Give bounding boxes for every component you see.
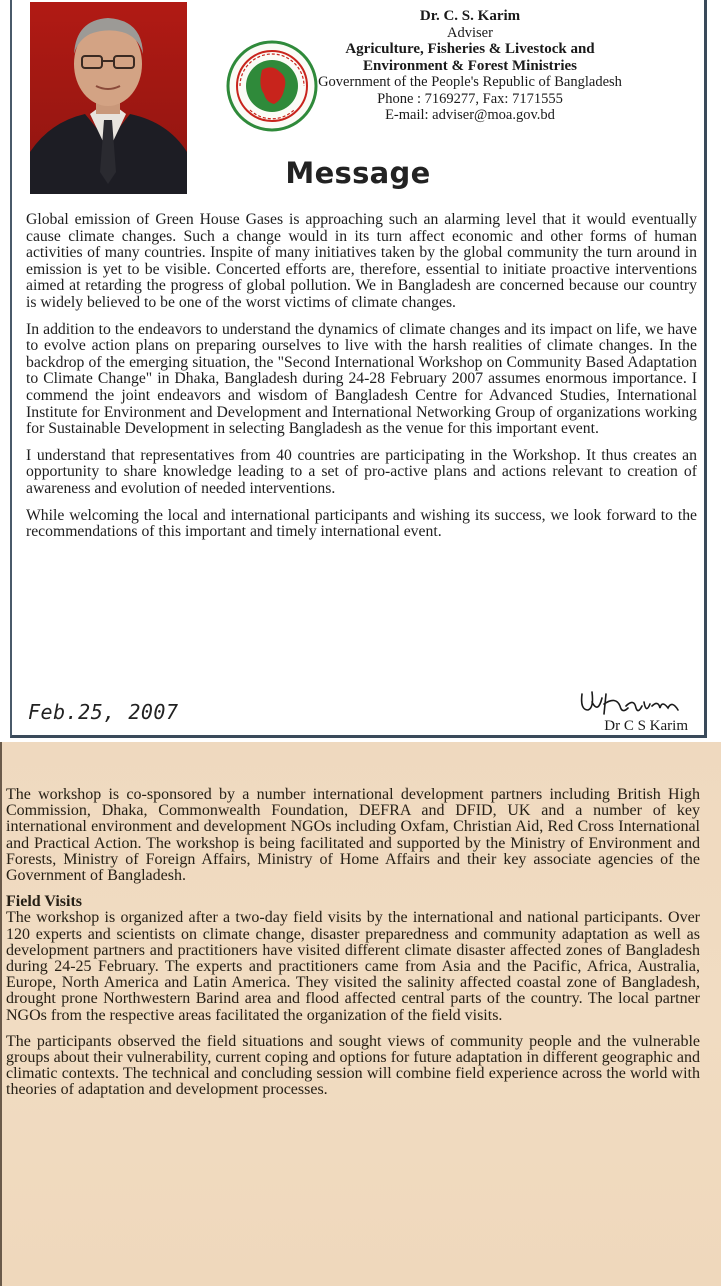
ministry-line-2: Environment & Forest Ministries xyxy=(362,57,577,74)
article-body xyxy=(6,787,700,1109)
article-paragraph: The workshop is organized after a two-day field visits by the international and national participants. Over 120 experts and scientists on climate change, disaster preparedness and community adaptation as well as development partners and practitioners have visited different climate disaster affected zones of Bangladesh during 24-25 February. The experts and practitioners came from Asia and the Pacific, Africa, Australia, Europe, North America and Latin America. They visited the salinity affected coastal zone of Bangladesh, drought prone Northwestern Barind area and flood affected central parts of the country. The local partner NGOs from the respective areas facilitated the organization of the field visits. xyxy=(6,909,700,1024)
article-paragraph: The participants observed the field situations and sought views of community people and the vulnerable groups about their vulnerability, current coping and options for future adaptation in different geographic and climatic contexts. The technical and concluding session will combine field experience across the world with theories of adaptation and development processes. xyxy=(6,1032,700,1099)
contact-block xyxy=(300,8,640,124)
government-name: Government of the People's Republic of Bangladesh xyxy=(318,74,622,90)
message-paragraph: Global emission of Green House Gases is approaching such an alarming level that it would eventually cause climate changes. Such a change would in its turn affect economic and other forms of human activities of many countries. Inspite of many initiatives taken by the global community the turn around in emission is yet to be visible. Concerted efforts are, therefore, essential to initiate proactive interventions aimed at retarding the progress of global pollution. We in Bangladesh are concerned because our country is widely believed to be one of the worst victims of climate changes. xyxy=(26,211,697,311)
phone-fax: Phone : 7169277, Fax: 7171555 xyxy=(377,90,563,107)
message-paragraph: I understand that representatives from 40 countries are participating in the Workshop. It thus creates an opportunity to share knowledge leading to a set of pro-active plans and actions relevant to creation of awareness and evolution of needed interventions. xyxy=(26,446,697,497)
adviser-role: Adviser xyxy=(447,24,493,41)
article-section xyxy=(0,742,721,1286)
article-paragraph: The workshop is co-sponsored by a number international development partners including British High Commission, Dhaka, Commonwealth Foundation, DEFRA and DFID, UK and a number of key international environment and development NGOs including Oxfam, Christian Aid, Red Cross International and Practical Action. The workshop is being facilitated and supported by the Ministry of Environment and Forests, Ministry of Foreign Affairs, Ministry of Home Affairs and their key associate agencies of the Government of Bangladesh. xyxy=(6,786,700,885)
page-title: Message xyxy=(285,156,431,190)
handwritten-date: Feb.25, 2007 xyxy=(28,700,179,724)
signature-icon xyxy=(576,688,686,718)
message-paragraph: In addition to the endeavors to understand the dynamics of climate changes and its impact on life, we have to evolve action plans on preparing ourselves to live with the harsh realities of climate changes. In the backdrop of the emerging situation, the "Second International Workshop on Community Based Adaptation to Climate Change" in Dhaka, Bangladesh during 24-28 February 2007 assumes enormous importance. I commend the joint endeavors and wisdom of Bangladesh Centre for Advanced Studies, International Institute for Environment and Development and International Networking Group of organizations working for Sustainable Development in selecting Bangladesh as the venue for this important event. xyxy=(26,320,697,438)
message-box xyxy=(10,0,707,738)
adviser-name: Dr. C. S. Karim xyxy=(419,8,521,24)
email-address: E-mail: adviser@moa.gov.bd xyxy=(385,107,555,123)
signature-name: Dr C S Karim xyxy=(604,718,688,734)
message-body xyxy=(26,212,697,551)
ministry-line-1: Agriculture, Fisheries & Livestock and xyxy=(345,41,595,57)
section-heading-field-visits: Field Visits xyxy=(6,893,83,911)
message-paragraph: While welcoming the local and international participants and wishing its success, we look forward to the recommendations of this important and timely international event. xyxy=(26,506,697,541)
